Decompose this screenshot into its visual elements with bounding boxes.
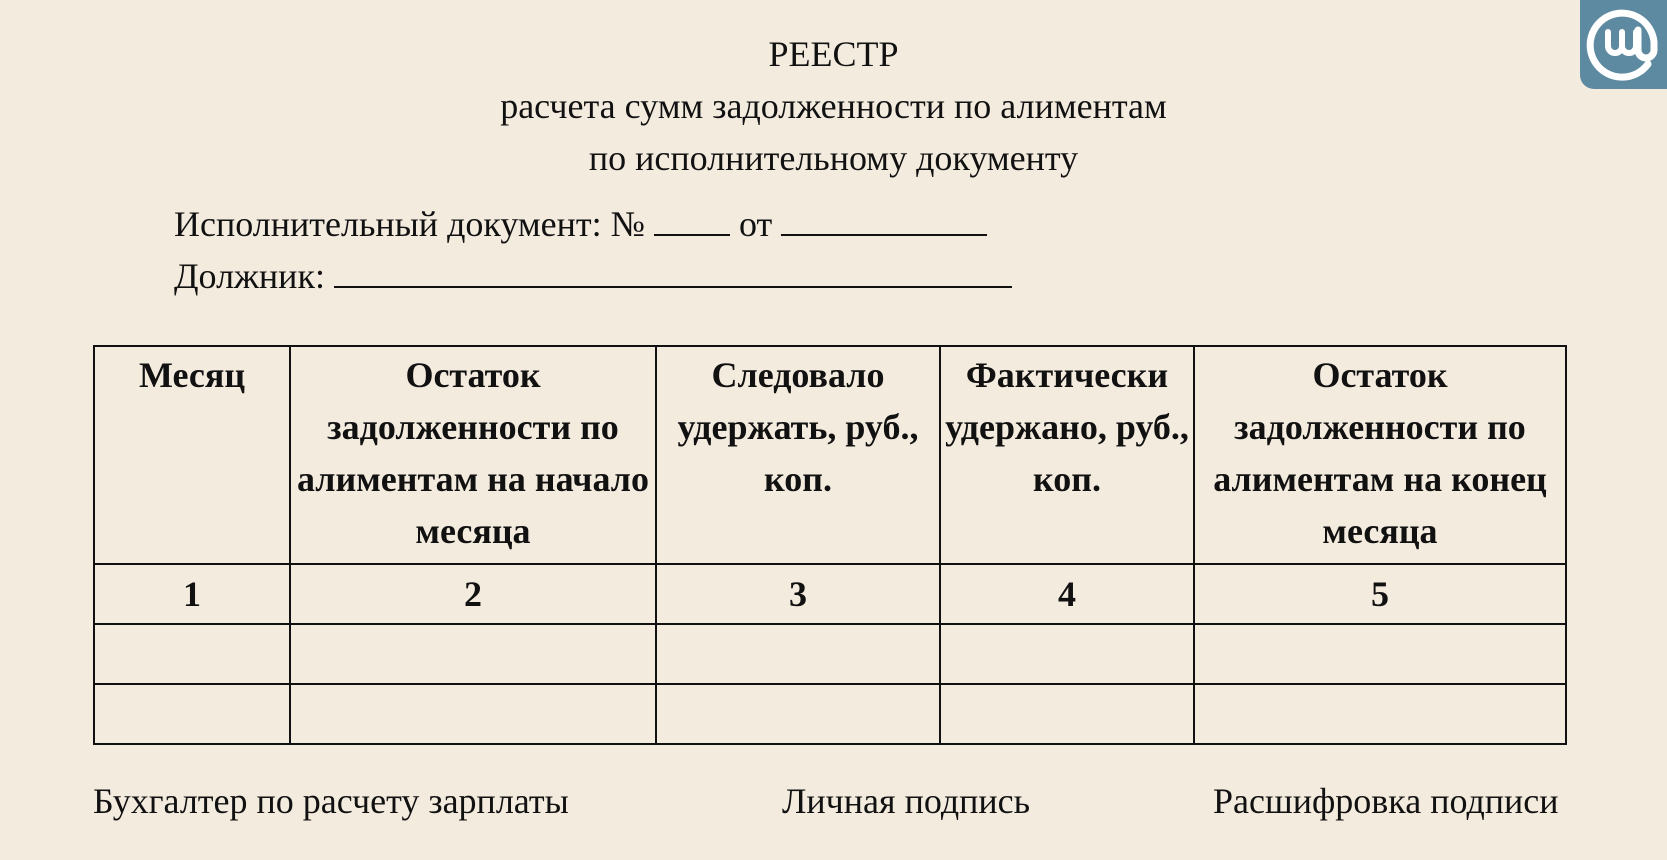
- table-cell: [290, 624, 656, 684]
- table-cell: [94, 684, 290, 744]
- document-date-blank: [781, 200, 987, 236]
- header-debt-start: Остаток задолженности по алиментам на начало месяца: [290, 346, 656, 564]
- table-cell: [94, 624, 290, 684]
- signature-decoding-label: Расшифровка подписи: [1213, 781, 1559, 821]
- document-subtitle-2: по исполнительному документу: [588, 138, 1079, 178]
- table-row: [94, 624, 1566, 684]
- table-cell: [1194, 624, 1566, 684]
- table-row: [94, 684, 1566, 744]
- document-title-block: [0, 28, 1667, 184]
- debtor-field: [174, 252, 1012, 297]
- header-withheld: Фактически удержано, руб., коп.: [940, 346, 1194, 564]
- register-table: [93, 345, 1567, 745]
- column-number: 4: [940, 564, 1194, 624]
- document-title: РЕЕСТР: [768, 34, 899, 74]
- at-sign-logo-icon: [1580, 0, 1667, 89]
- debtor-label: Должник:: [174, 256, 325, 296]
- signature-label: Личная подпись: [782, 781, 1031, 821]
- execution-document-label: Исполнительный документ: №: [174, 204, 646, 244]
- header-due: Следовало удержать, руб., коп.: [656, 346, 940, 564]
- column-number-row: [94, 564, 1566, 624]
- date-from-label: от: [739, 204, 773, 244]
- document-number-blank: [654, 200, 730, 236]
- header-debt-end: Остаток задолженности по алиментам на конец месяца: [1194, 346, 1566, 564]
- column-number: 5: [1194, 564, 1566, 624]
- column-number: 1: [94, 564, 290, 624]
- table-cell: [290, 684, 656, 744]
- table-cell: [656, 684, 940, 744]
- column-number: 3: [656, 564, 940, 624]
- at-sign-glyph: [1586, 6, 1662, 82]
- table-cell: [940, 684, 1194, 744]
- table-cell: [656, 624, 940, 684]
- header-month: Месяц: [94, 346, 290, 564]
- table-header-row: [94, 346, 1566, 564]
- document-subtitle-1: расчета сумм задолженности по алиментам: [500, 86, 1167, 126]
- accountant-label: Бухгалтер по расчету зарплаты: [93, 781, 569, 821]
- table-cell: [1194, 684, 1566, 744]
- column-number: 2: [290, 564, 656, 624]
- debtor-name-blank: [334, 252, 1012, 288]
- table-cell: [940, 624, 1194, 684]
- execution-document-field: [174, 200, 987, 245]
